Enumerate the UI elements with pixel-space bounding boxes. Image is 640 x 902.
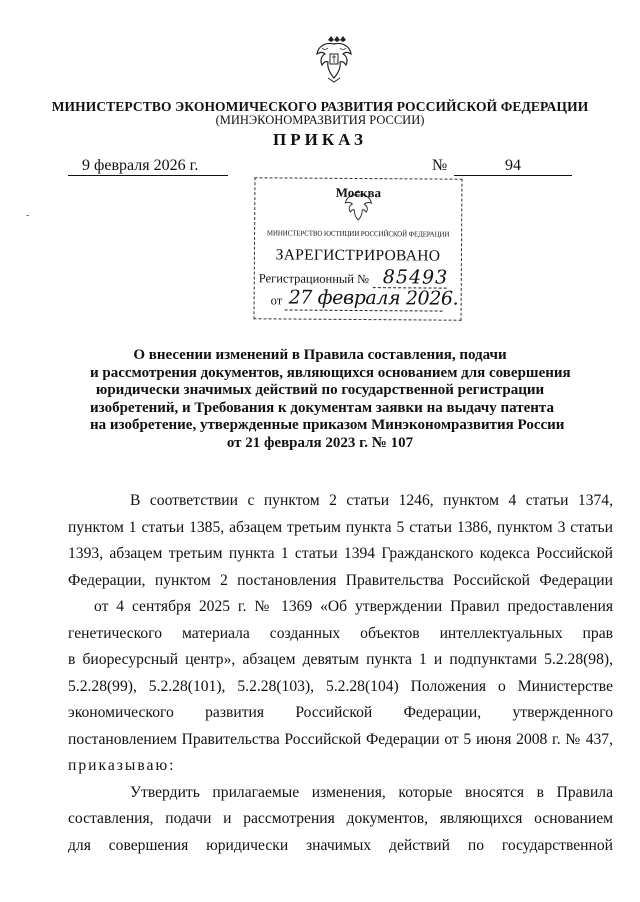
ministry-subtitle: (МИНЭКОНОМРАЗВИТИЯ РОССИИ) — [215, 113, 425, 127]
stamp-ministry: МИНИСТЕРСТВО ЮСТИЦИИ РОССИЙСКОЙ ФЕДЕРАЦИИ — [266, 228, 450, 239]
stamp-reg-label: Регистрационный № — [258, 271, 370, 287]
body-line: экономического развития Российской Федерации, утвержденного — [68, 704, 613, 721]
body-line: пунктом 1 статьи 1385, абзацем третьим пункта 5 статьи 1386, пунктом 3 статьи — [68, 518, 613, 536]
heading-line: и рассмотрения документов, являющихся основанием для совершения — [90, 364, 571, 381]
heading-line: изобретений, и Требования к документам заявки на выдачу патента — [90, 399, 554, 416]
stamp-city: Москва — [335, 184, 382, 201]
body-line: Утвердить прилагаемые изменения, которые вносятся в Правила — [130, 783, 613, 801]
body-line: В соответствии с пунктом 2 статьи 1246, пунктом 4 статьи 1374, — [130, 492, 613, 509]
body-line: в биоресурсный центр», абзацем девятым пункта 1 и подпунктами 5.2.28(98), — [68, 651, 613, 668]
body-line: для совершения юридически значимых действий по государственной — [68, 836, 613, 854]
order-number: 94 — [454, 157, 572, 176]
stamp-date-underline — [285, 309, 443, 311]
heading-line: О внесении изменений в Правила составления, подачи — [133, 347, 507, 363]
margin-mark: - — [26, 210, 30, 221]
coat-of-arms-emblem — [314, 34, 354, 84]
body-line: составления, подачи и рассмотрения документов, являющихся основанием — [68, 810, 613, 827]
heading-line: юридически значимых действий по государственной регистрации — [95, 382, 545, 398]
stamp-registered: ЗАРЕГИСТРИРОВАНО — [275, 246, 441, 265]
order-title: ПРИКАЗ — [273, 130, 367, 149]
body-line-order-word: приказываю: — [68, 757, 176, 774]
body-line: 1393, абзацем третьим пункта 1 статьи 1394 Гражданского кодекса Российской — [68, 545, 613, 562]
ministry-title: МИНИСТЕРСТВО ЭКОНОМИЧЕСКОГО РАЗВИТИЯ РОССИЙСКОЙ ФЕДЕРАЦИИ — [51, 99, 589, 114]
body-line: Федерации, пунктом 2 постановления Правительства Российской Федерации — [68, 571, 613, 589]
order-date: 9 февраля 2026 г. — [68, 157, 228, 176]
stamp-reg-number: 85493 — [382, 266, 449, 289]
stamp-reg-date: 27 февраля 2026. — [288, 286, 459, 310]
body-line: генетического материала созданных объектов интеллектуальных прав — [68, 624, 613, 642]
body-line: постановлением Правительства Российской Федерации от 5 июня 2008 г. № 437, — [68, 730, 613, 748]
heading-line: на изобретение, утвержденные приказом Минэкономразвития России — [90, 417, 565, 433]
stamp-from-label: от — [270, 293, 283, 308]
number-sign: № — [432, 157, 448, 174]
document-body — [68, 488, 613, 859]
heading-line: от 21 февраля 2023 г. № 107 — [226, 434, 414, 451]
body-line: от 4 сентября 2025 г. № 1369 «Об утверждении Правил предоставления — [94, 598, 613, 615]
registration-stamp — [254, 177, 463, 320]
document-heading — [90, 347, 571, 452]
body-line: 5.2.28(99), 5.2.28(101), 5.2.28(103), 5.2.28(104) Положения о Министерстве — [68, 677, 613, 695]
